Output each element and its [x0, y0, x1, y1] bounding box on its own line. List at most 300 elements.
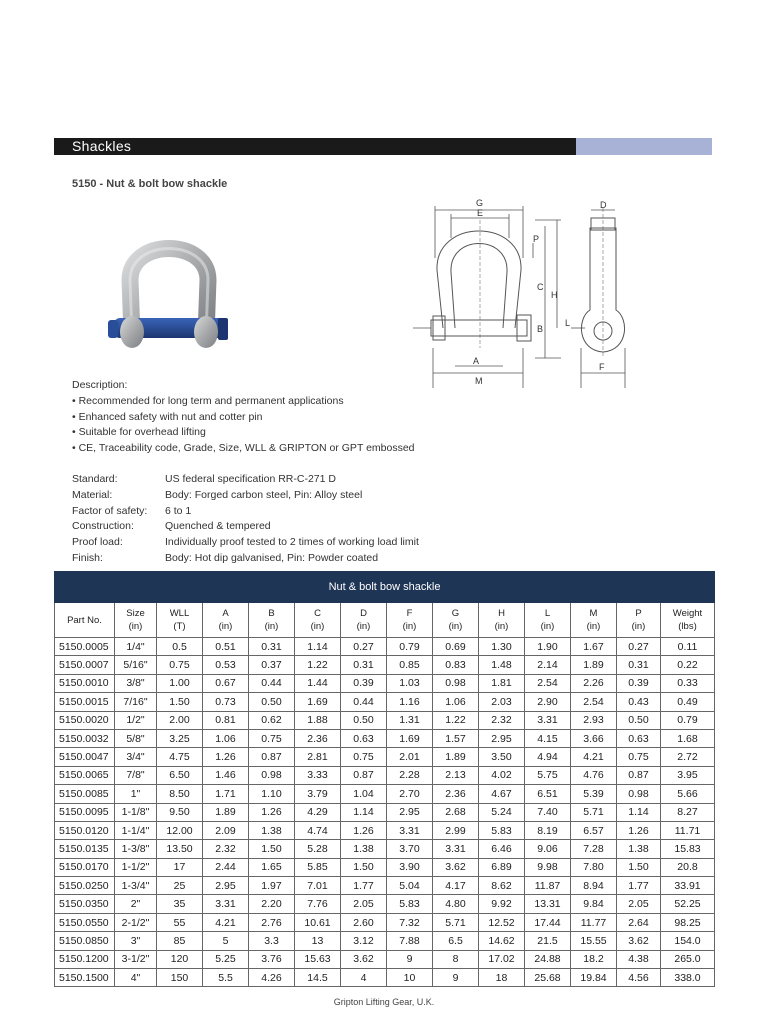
table-cell: 13 — [295, 932, 341, 950]
column-header — [479, 603, 525, 638]
table-cell: 2.76 — [249, 913, 295, 931]
table-cell: 14.5 — [295, 969, 341, 987]
table-cell: 2.54 — [571, 693, 617, 711]
table-cell: 4.76 — [571, 766, 617, 784]
table-cell: 4.29 — [295, 803, 341, 821]
column-header — [295, 603, 341, 638]
table-cell: 7.40 — [525, 803, 571, 821]
table-cell: 3-1/2" — [115, 950, 157, 968]
column-header-label: A — [222, 608, 229, 619]
table-cell: 0.53 — [203, 656, 249, 674]
table-cell: 2.90 — [525, 693, 571, 711]
table-cell: 5.25 — [203, 950, 249, 968]
part-number-cell: 5150.0007 — [55, 656, 115, 674]
table-cell: 1.06 — [203, 729, 249, 747]
table-row — [55, 858, 715, 876]
table-cell: 1.88 — [295, 711, 341, 729]
table-row — [55, 840, 715, 858]
table-cell: 8.62 — [479, 877, 525, 895]
table-cell: 2.72 — [661, 748, 715, 766]
table-cell: 2.20 — [249, 895, 295, 913]
table-cell: 0.51 — [203, 638, 249, 656]
spec-label: Material: — [72, 488, 113, 501]
table-cell: 4 — [341, 969, 387, 987]
part-number-cell: 5150.0250 — [55, 877, 115, 895]
table-cell: 7/16" — [115, 693, 157, 711]
table-cell: 5.04 — [387, 877, 433, 895]
table-cell: 9.50 — [157, 803, 203, 821]
table-cell: 6.50 — [157, 766, 203, 784]
table-row — [55, 803, 715, 821]
table-cell: 8.27 — [661, 803, 715, 821]
table-cell: 4.26 — [249, 969, 295, 987]
spec-label: Standard: — [72, 473, 118, 485]
table-cell: 12.52 — [479, 913, 525, 931]
table-cell: 5.71 — [571, 803, 617, 821]
column-header-label: G — [451, 608, 460, 619]
table-row — [55, 969, 715, 987]
table-cell: 2-1/2" — [115, 913, 157, 931]
part-number-cell: 5150.0350 — [55, 895, 115, 913]
table-cell: 2" — [115, 895, 157, 913]
table-cell: 1" — [115, 785, 157, 803]
table-cell: 6.51 — [525, 785, 571, 803]
table-cell: 0.63 — [617, 729, 661, 747]
table-row — [55, 693, 715, 711]
table-cell: 0.31 — [341, 656, 387, 674]
shackle-spec-table — [54, 571, 715, 987]
table-cell: 0.63 — [341, 729, 387, 747]
spec-row-factor-of-safety — [72, 504, 419, 520]
table-cell: 2.14 — [525, 656, 571, 674]
description-bullet: • Suitable for overhead lifting — [72, 426, 206, 439]
table-cell: 0.79 — [387, 638, 433, 656]
table-cell: 3.66 — [571, 729, 617, 747]
column-header-unit: (in) — [128, 621, 143, 632]
table-cell: 0.67 — [203, 674, 249, 692]
diagram-label-h: H — [551, 290, 558, 300]
table-cell: 8.19 — [525, 821, 571, 839]
table-cell: 1.89 — [203, 803, 249, 821]
table-header-row — [55, 603, 715, 638]
spec-value: Quenched & tempered — [165, 520, 271, 533]
table-row — [55, 748, 715, 766]
table-cell: 1/4" — [115, 638, 157, 656]
table-cell: 1.31 — [387, 711, 433, 729]
table-cell: 7.32 — [387, 913, 433, 931]
table-cell: 0.75 — [157, 656, 203, 674]
table-row — [55, 895, 715, 913]
part-number-cell: 5150.0550 — [55, 913, 115, 931]
part-number-cell: 5150.0047 — [55, 748, 115, 766]
table-cell: 5.83 — [387, 895, 433, 913]
table-cell: 9.98 — [525, 858, 571, 876]
table-cell: 0.27 — [617, 638, 661, 656]
table-cell: 0.98 — [433, 674, 479, 692]
table-cell: 0.44 — [341, 693, 387, 711]
table-cell: 1.38 — [341, 840, 387, 858]
table-cell: 1/2" — [115, 711, 157, 729]
table-cell: 1.81 — [479, 674, 525, 692]
shackle-photo — [100, 220, 240, 360]
table-cell: 12.00 — [157, 821, 203, 839]
table-cell: 4" — [115, 969, 157, 987]
table-cell: 5.28 — [295, 840, 341, 858]
spec-label: Construction: — [72, 520, 134, 533]
table-row — [55, 950, 715, 968]
table-cell: 5.5 — [203, 969, 249, 987]
table-cell: 0.75 — [249, 729, 295, 747]
table-cell: 98.25 — [661, 913, 715, 931]
table-cell: 0.50 — [249, 693, 295, 711]
table-row — [55, 932, 715, 950]
table-cell: 120 — [157, 950, 203, 968]
table-cell: 0.75 — [617, 748, 661, 766]
spec-row-material — [72, 488, 419, 504]
table-cell: 1.14 — [341, 803, 387, 821]
column-header-label: P — [635, 608, 642, 619]
table-cell: 2.44 — [203, 858, 249, 876]
description-heading: Description: — [72, 379, 128, 391]
column-header — [115, 603, 157, 638]
table-cell: 338.0 — [661, 969, 715, 987]
table-cell: 1.68 — [661, 729, 715, 747]
table-row — [55, 638, 715, 656]
product-subtitle: 5150 - Nut & bolt bow shackle — [72, 178, 228, 190]
diagram-label-e: E — [477, 208, 484, 218]
table-cell: 4.74 — [295, 821, 341, 839]
diagram-label-g: G — [476, 198, 484, 208]
table-cell: 0.69 — [433, 638, 479, 656]
table-cell: 0.79 — [661, 711, 715, 729]
column-header-label: B — [268, 608, 275, 619]
table-cell: 0.31 — [617, 656, 661, 674]
table-cell: 1.26 — [341, 821, 387, 839]
part-number-cell: 5150.0085 — [55, 785, 115, 803]
column-header-label: Weight — [672, 608, 703, 619]
table-cell: 1.77 — [617, 877, 661, 895]
column-header-label: M — [589, 608, 598, 619]
table-cell: 1.89 — [433, 748, 479, 766]
table-cell: 1.77 — [341, 877, 387, 895]
table-cell: 3.70 — [387, 840, 433, 858]
table-cell: 0.5 — [157, 638, 203, 656]
table-cell: 15.83 — [661, 840, 715, 858]
table-cell: 3.31 — [387, 821, 433, 839]
table-cell: 1.46 — [203, 766, 249, 784]
column-header-label: L — [544, 608, 551, 619]
diagram-label-b: B — [537, 324, 544, 334]
table-cell: 1.97 — [249, 877, 295, 895]
column-header-unit: (in) — [402, 621, 417, 632]
table-row — [55, 711, 715, 729]
table-cell: 2.64 — [617, 913, 661, 931]
table-cell: 2.81 — [295, 748, 341, 766]
table-cell: 4.15 — [525, 729, 571, 747]
table-cell: 15.63 — [295, 950, 341, 968]
table-cell: 10 — [387, 969, 433, 987]
column-header — [525, 603, 571, 638]
table-cell: 0.62 — [249, 711, 295, 729]
table-cell: 0.98 — [249, 766, 295, 784]
table-cell: 9.92 — [479, 895, 525, 913]
spec-value: 6 to 1 — [165, 504, 192, 517]
table-cell: 18.2 — [571, 950, 617, 968]
table-row — [55, 729, 715, 747]
column-header — [571, 603, 617, 638]
table-cell: 7.88 — [387, 932, 433, 950]
section-header-bar — [54, 138, 712, 155]
table-cell: 1.67 — [571, 638, 617, 656]
table-cell: 3/4" — [115, 748, 157, 766]
table-cell: 0.87 — [249, 748, 295, 766]
table-cell: 20.8 — [661, 858, 715, 876]
table-row — [55, 785, 715, 803]
table-cell: 1-1/2" — [115, 858, 157, 876]
spec-label: Proof load: — [72, 536, 123, 549]
column-header — [341, 603, 387, 638]
footer-text: Gripton Lifting Gear, U.K. — [333, 997, 435, 1007]
table-cell: 24.88 — [525, 950, 571, 968]
table-cell: 150 — [157, 969, 203, 987]
column-header-label: H — [498, 608, 505, 619]
column-header-unit: (lbs) — [678, 621, 697, 632]
table-cell: 52.25 — [661, 895, 715, 913]
column-header — [433, 603, 479, 638]
table-cell: 1.50 — [617, 858, 661, 876]
table-cell: 0.83 — [433, 656, 479, 674]
table-cell: 1-1/8" — [115, 803, 157, 821]
table-cell: 2.93 — [571, 711, 617, 729]
part-number-cell: 5150.1500 — [55, 969, 115, 987]
table-cell: 1.14 — [617, 803, 661, 821]
table-cell: 11.77 — [571, 913, 617, 931]
table-cell: 8.50 — [157, 785, 203, 803]
table-cell: 4.56 — [617, 969, 661, 987]
diagram-label-a: A — [473, 356, 480, 366]
table-cell: 2.13 — [433, 766, 479, 784]
table-cell: 4.38 — [617, 950, 661, 968]
table-cell: 3.90 — [387, 858, 433, 876]
table-cell: 1.50 — [341, 858, 387, 876]
column-header-unit: (in) — [310, 621, 325, 632]
table-cell: 3.62 — [341, 950, 387, 968]
part-number-cell: 5150.0170 — [55, 858, 115, 876]
table-cell: 4.21 — [203, 913, 249, 931]
table-cell: 5.39 — [571, 785, 617, 803]
part-number-cell: 5150.1200 — [55, 950, 115, 968]
table-cell: 25 — [157, 877, 203, 895]
table-cell: 5 — [203, 932, 249, 950]
table-cell: 1-3/8" — [115, 840, 157, 858]
table-cell: 4.21 — [571, 748, 617, 766]
column-header-label: WLL — [169, 608, 190, 619]
table-cell: 2.95 — [479, 729, 525, 747]
table-cell: 1.38 — [249, 821, 295, 839]
table-cell: 4.80 — [433, 895, 479, 913]
table-cell: 15.55 — [571, 932, 617, 950]
table-row — [55, 821, 715, 839]
column-header-unit: (in) — [494, 621, 509, 632]
table-cell: 2.60 — [341, 913, 387, 931]
column-header-label: Part No. — [67, 614, 102, 626]
diagram-label-m: M — [475, 376, 483, 386]
column-header — [249, 603, 295, 638]
table-cell: 11.71 — [661, 821, 715, 839]
table-cell: 2.00 — [157, 711, 203, 729]
spec-row-proof-load — [72, 535, 419, 551]
column-header-unit: (in) — [631, 621, 646, 632]
diagram-label-d: D — [600, 200, 607, 210]
shackle-dimension-diagram — [405, 198, 645, 393]
table-cell: 13.50 — [157, 840, 203, 858]
column-header-unit: (in) — [540, 621, 555, 632]
table-cell: 0.81 — [203, 711, 249, 729]
table-cell: 0.11 — [661, 638, 715, 656]
spec-row-standard — [72, 472, 419, 488]
table-cell: 35 — [157, 895, 203, 913]
table-cell: 3.31 — [525, 711, 571, 729]
table-cell: 7/8" — [115, 766, 157, 784]
table-cell: 1.22 — [295, 656, 341, 674]
table-cell: 2.36 — [295, 729, 341, 747]
table-cell: 4.67 — [479, 785, 525, 803]
spec-value: Individually proof tested to 2 times of working load limit — [165, 536, 419, 549]
table-cell: 18 — [479, 969, 525, 987]
table-cell: 3" — [115, 932, 157, 950]
description-bullet: • Enhanced safety with nut and cotter pin — [72, 410, 263, 423]
table-cell: 0.75 — [341, 748, 387, 766]
table-cell: 4.75 — [157, 748, 203, 766]
table-cell: 4.02 — [479, 766, 525, 784]
table-cell: 2.09 — [203, 821, 249, 839]
diagram-label-p: P — [533, 234, 540, 244]
diagram-label-l: L — [565, 318, 571, 328]
table-cell: 17.44 — [525, 913, 571, 931]
table-row — [55, 674, 715, 692]
table-cell: 265.0 — [661, 950, 715, 968]
table-cell: 1.57 — [433, 729, 479, 747]
table-cell: 1.26 — [249, 803, 295, 821]
table-cell: 8 — [433, 950, 479, 968]
table-cell: 154.0 — [661, 932, 715, 950]
table-row — [55, 913, 715, 931]
table-cell: 1.14 — [295, 638, 341, 656]
table-cell: 6.46 — [479, 840, 525, 858]
table-cell: 2.03 — [479, 693, 525, 711]
table-cell: 0.44 — [249, 674, 295, 692]
table-cell: 2.36 — [433, 785, 479, 803]
table-cell: 7.80 — [571, 858, 617, 876]
table-cell: 1.16 — [387, 693, 433, 711]
part-number-cell: 5150.0005 — [55, 638, 115, 656]
section-title: Shackles — [72, 138, 132, 154]
part-number-cell: 5150.0032 — [55, 729, 115, 747]
table-cell: 33.91 — [661, 877, 715, 895]
table-cell: 1.00 — [157, 674, 203, 692]
column-header-label: Size — [126, 608, 145, 619]
table-cell: 0.37 — [249, 656, 295, 674]
table-cell: 55 — [157, 913, 203, 931]
part-number-cell: 5150.0020 — [55, 711, 115, 729]
table-cell: 2.28 — [387, 766, 433, 784]
description-block — [72, 378, 415, 457]
table-cell: 0.98 — [617, 785, 661, 803]
table-cell: 4.94 — [525, 748, 571, 766]
table-cell: 1.22 — [433, 711, 479, 729]
spec-value: Body: Forged carbon steel, Pin: Alloy steel — [165, 488, 363, 501]
column-header-label: C — [314, 608, 321, 619]
table-cell: 1.04 — [341, 785, 387, 803]
table-cell: 1.69 — [295, 693, 341, 711]
part-number-cell: 5150.0065 — [55, 766, 115, 784]
table-body — [55, 638, 715, 987]
part-number-cell: 5150.0135 — [55, 840, 115, 858]
spec-row-construction — [72, 519, 419, 535]
table-cell: 2.32 — [203, 840, 249, 858]
table-cell: 5.83 — [479, 821, 525, 839]
table-cell: 9.84 — [571, 895, 617, 913]
table-cell: 1-1/4" — [115, 821, 157, 839]
table-cell: 3.62 — [617, 932, 661, 950]
table-cell: 2.99 — [433, 821, 479, 839]
table-cell: 1.26 — [617, 821, 661, 839]
table-cell: 2.05 — [617, 895, 661, 913]
table-cell: 0.49 — [661, 693, 715, 711]
table-cell: 3.33 — [295, 766, 341, 784]
table-cell: 1.69 — [387, 729, 433, 747]
column-header-label: D — [360, 608, 367, 619]
table-cell: 1.30 — [479, 638, 525, 656]
table-cell: 8.94 — [571, 877, 617, 895]
table-cell: 13.31 — [525, 895, 571, 913]
table-cell: 2.70 — [387, 785, 433, 803]
table-cell: 14.62 — [479, 932, 525, 950]
table-cell: 3.25 — [157, 729, 203, 747]
column-header-unit: (in) — [218, 621, 233, 632]
table-cell: 1.10 — [249, 785, 295, 803]
column-header — [387, 603, 433, 638]
part-number-cell: 5150.0850 — [55, 932, 115, 950]
spec-label: Finish: — [72, 551, 103, 564]
table-cell: 3/8" — [115, 674, 157, 692]
table-cell: 1.44 — [295, 674, 341, 692]
table-row — [55, 656, 715, 674]
table-cell: 11.87 — [525, 877, 571, 895]
spec-value: Body: Hot dip galvanised, Pin: Powder coated — [165, 551, 379, 564]
table-cell: 5.24 — [479, 803, 525, 821]
table-cell: 1.65 — [249, 858, 295, 876]
table-cell: 25.68 — [525, 969, 571, 987]
table-cell: 3.95 — [661, 766, 715, 784]
table-cell: 0.33 — [661, 674, 715, 692]
column-header-unit: (in) — [356, 621, 371, 632]
table-cell: 2.95 — [203, 877, 249, 895]
table-cell: 1-3/4" — [115, 877, 157, 895]
header-dark-band — [54, 138, 576, 155]
column-header — [661, 603, 715, 638]
column-header — [55, 603, 115, 638]
table-cell: 7.28 — [571, 840, 617, 858]
column-header — [203, 603, 249, 638]
table-cell: 5.66 — [661, 785, 715, 803]
table-cell: 4.17 — [433, 877, 479, 895]
table-cell: 3.31 — [203, 895, 249, 913]
shackle-spec-table-wrapper — [54, 571, 714, 987]
table-cell: 5.75 — [525, 766, 571, 784]
table-cell: 0.50 — [617, 711, 661, 729]
table-cell: 7.01 — [295, 877, 341, 895]
